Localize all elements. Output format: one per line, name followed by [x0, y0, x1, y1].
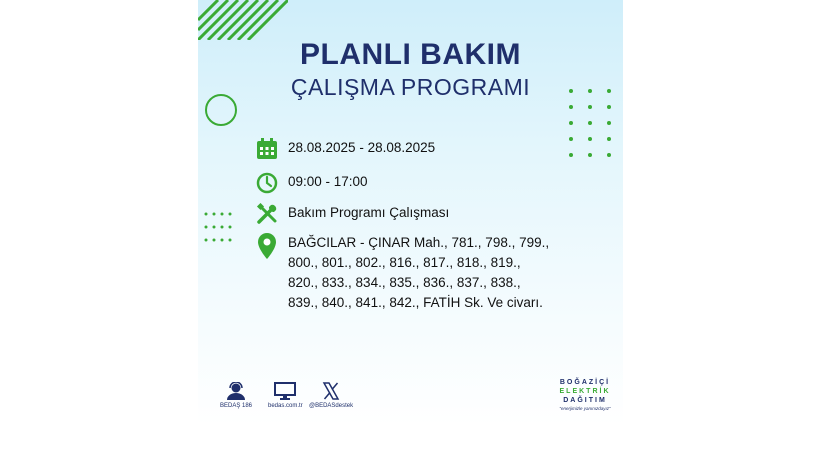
calendar-icon [256, 138, 278, 160]
location-pin-icon [256, 233, 278, 259]
maintenance-card [198, 0, 623, 425]
work-type-row [256, 203, 449, 225]
social-label: @BEDASdestek [309, 403, 354, 409]
address-line: 800., 801., 802., 816., 817., 818., 819., [288, 255, 521, 270]
footer-web[interactable] [268, 382, 303, 409]
support-agent-icon [226, 382, 246, 400]
logo-line1: BOĞAZİÇİ [559, 379, 611, 386]
time-row [256, 172, 368, 194]
phone-label: BEDAŞ 186 [220, 403, 253, 409]
footer-phone [220, 382, 252, 409]
address-row [256, 233, 553, 313]
company-logo [550, 378, 620, 411]
address-line: 839., 840., 841., 842., FATİH Sk. Ve civarı. [288, 295, 543, 310]
logo-line3: DAĞITIM [563, 397, 607, 404]
tools-icon [256, 203, 278, 225]
time-range: 09:00 - 17:00 [288, 174, 368, 189]
footer-social[interactable] [309, 382, 353, 409]
address-line: 820., 833., 834., 835., 836., 837., 838., [288, 275, 521, 290]
date-row [256, 138, 435, 160]
page-title: PLANLI BAKIM [300, 38, 521, 71]
page-subtitle: ÇALIŞMA PROGRAMI [290, 74, 531, 100]
address-text [288, 233, 553, 313]
logo-tagline: "enerjimizle yanınızdayız" [559, 406, 611, 411]
work-type: Bakım Programı Çalışması [288, 205, 450, 220]
date-range: 28.08.2025 - 28.08.2025 [288, 140, 436, 155]
logo-line2: ELEKTRİK [559, 388, 611, 395]
decorative-dots-left [204, 212, 234, 244]
decorative-stripes [198, 0, 288, 40]
x-logo-icon [322, 382, 340, 400]
web-label: bedas.com.tr [268, 403, 303, 409]
clock-icon [256, 172, 278, 194]
monitor-icon [274, 382, 296, 400]
address-line: BAĞCILAR - ÇINAR Mah., 781., 798., 799., [288, 235, 550, 250]
